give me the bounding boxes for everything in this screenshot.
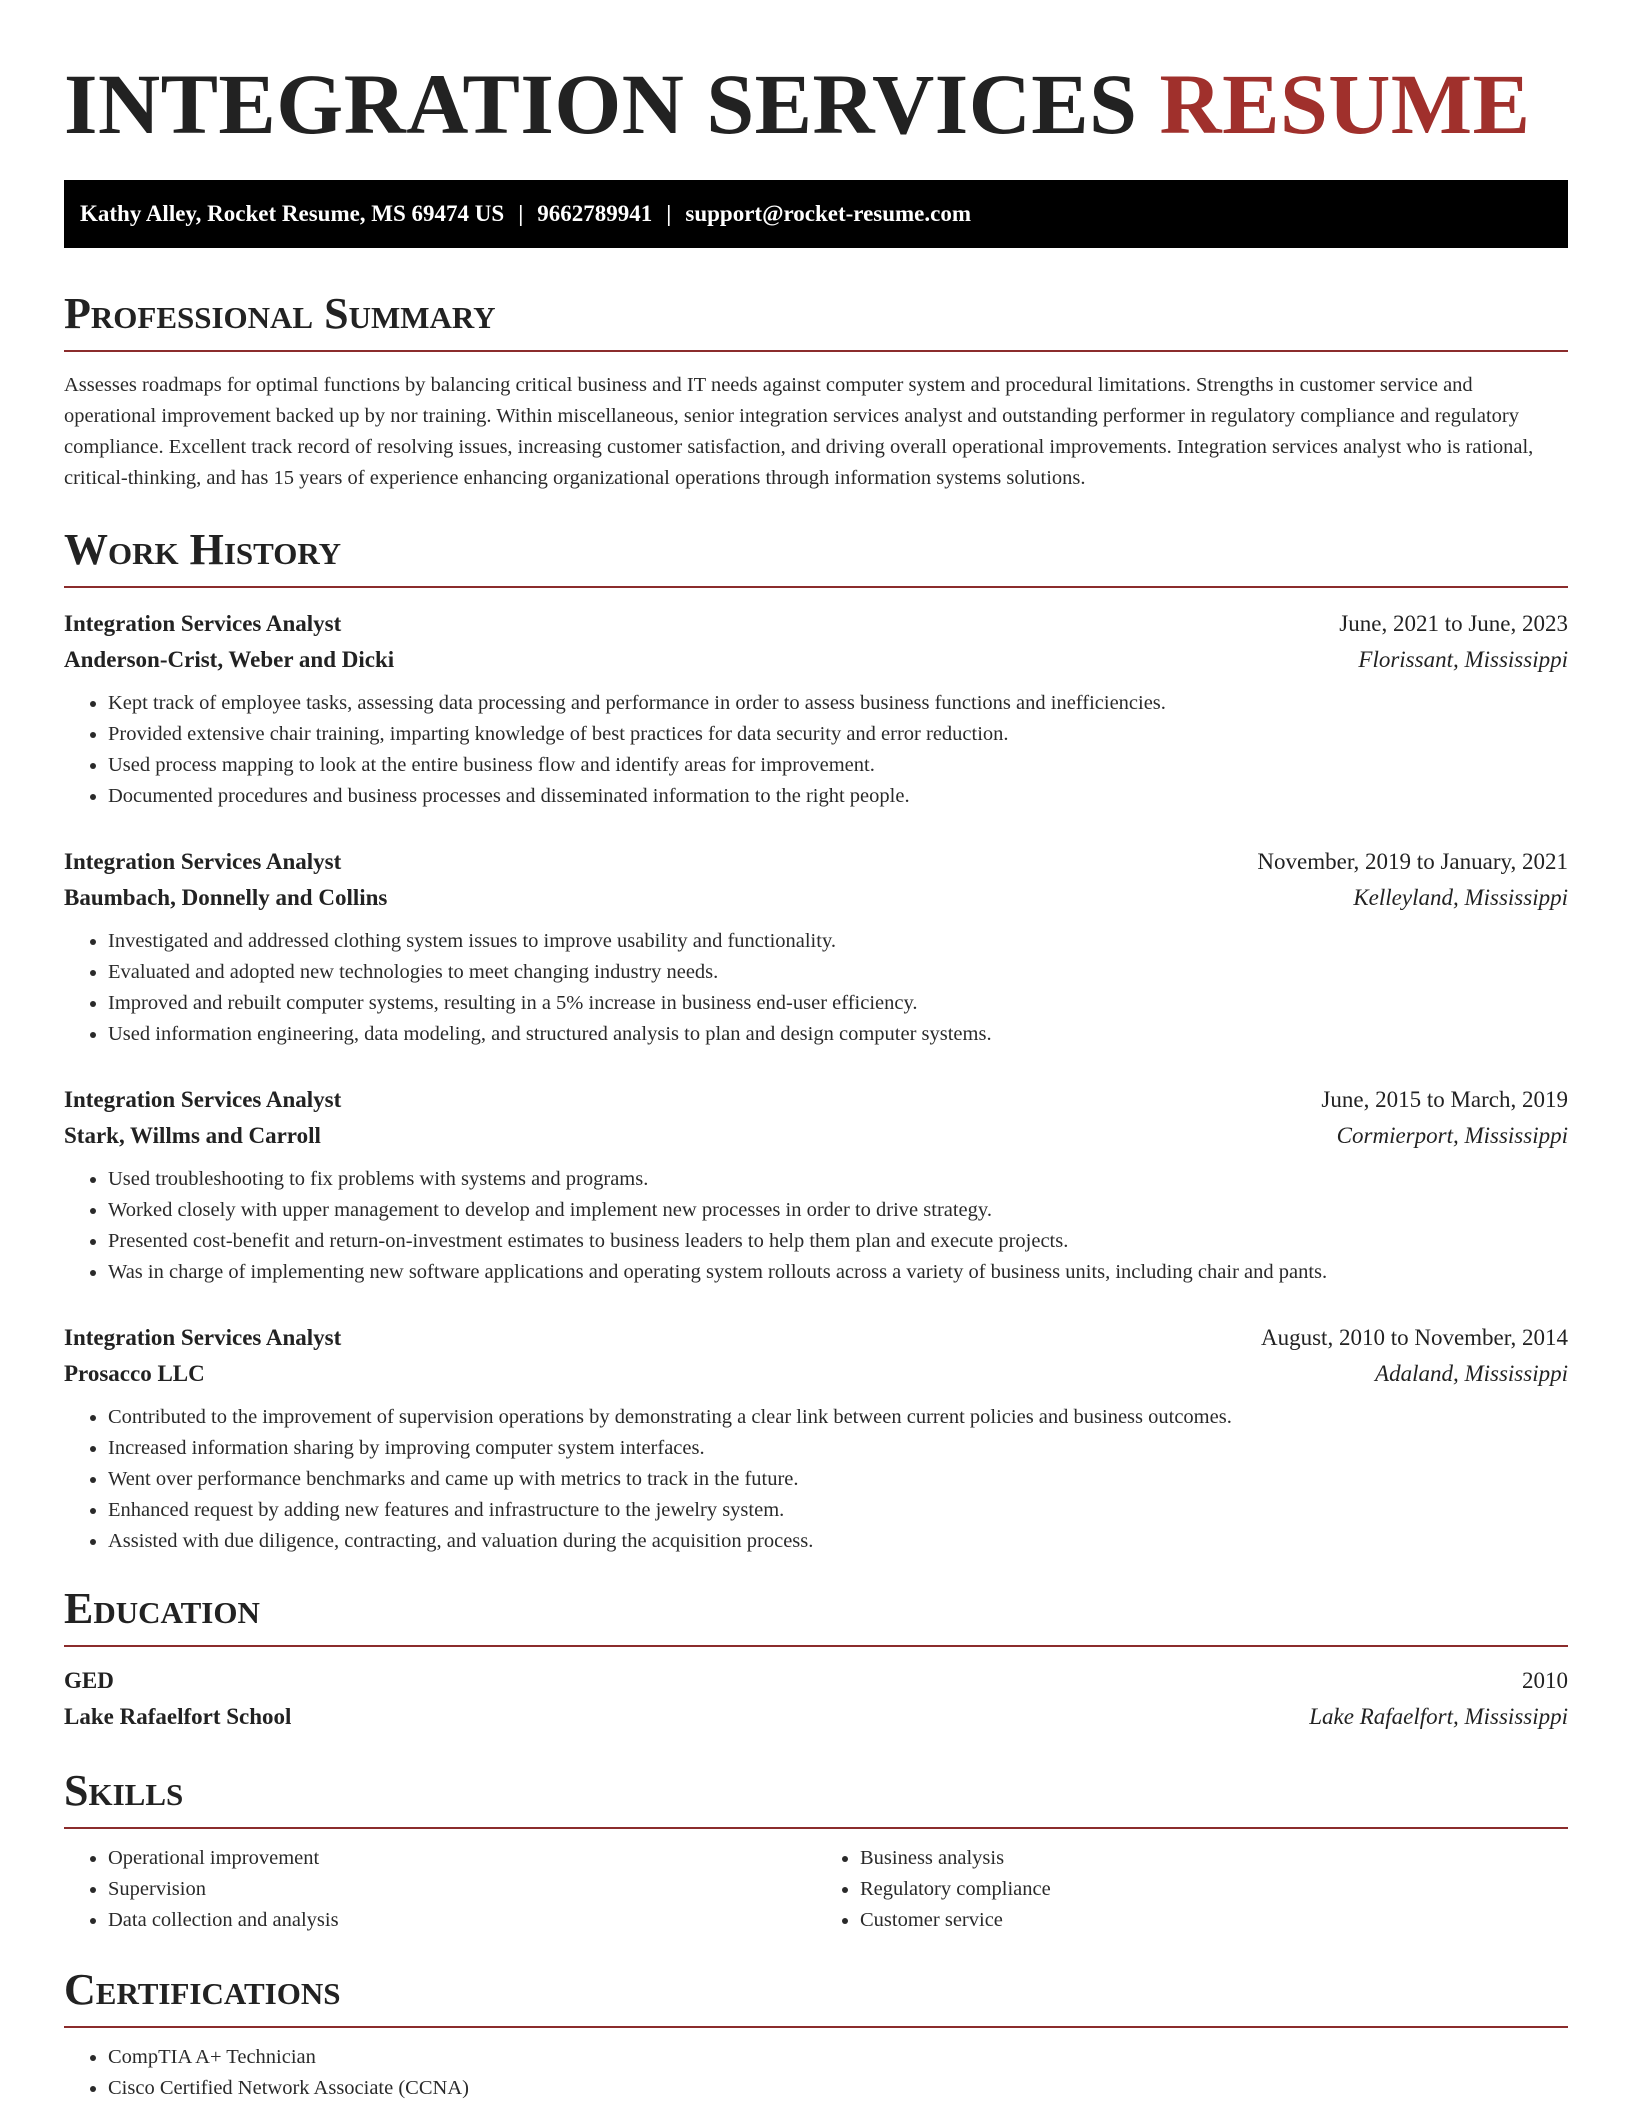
certification-item: • CompTIA A+ Technician <box>108 2042 1568 2073</box>
certifications-list <box>64 2042 1568 2104</box>
job-header-row <box>64 1320 1568 1356</box>
job-company: Prosacco LLC <box>64 1361 205 1386</box>
job-entry <box>64 1082 1568 1288</box>
job-duties-list <box>64 1164 1568 1288</box>
job-duties-list <box>64 688 1568 812</box>
job-duty: • Increased information sharing by improving computer system interfaces. <box>108 1433 1568 1464</box>
job-duty: • Contributed to the improvement of supervision operations by demonstrating a clear link between current policies and business outcomes. <box>108 1402 1568 1433</box>
job-company-row <box>64 642 1568 678</box>
section-heading-summary: Professional Summary <box>64 288 1568 352</box>
work-history-section <box>64 524 1568 1557</box>
skill-item: • Customer service <box>860 1905 1568 1936</box>
section-heading-education: Education <box>64 1583 1568 1647</box>
education-year: 2010 <box>1522 1668 1568 1693</box>
job-duty: • Used information engineering, data modeling, and structured analysis to plan and design computer systems. <box>108 1019 1568 1050</box>
skills-column-left <box>64 1843 816 1936</box>
job-duty: • Was in charge of implementing new software applications and operating system rollouts across a variety of business units, including chair and pants. <box>108 1257 1568 1288</box>
section-heading-work: Work History <box>64 524 1568 588</box>
title-accent: RESUME <box>1159 56 1531 152</box>
skill-item: • Supervision <box>108 1874 816 1905</box>
certifications-section <box>64 1964 1568 2104</box>
job-entry <box>64 606 1568 812</box>
job-duty: • Provided extensive chair training, imparting knowledge of best practices for data security and error reduction. <box>108 719 1568 750</box>
job-dates: June, 2015 to March, 2019 <box>1321 1087 1568 1112</box>
skill-item: • Regulatory compliance <box>860 1874 1568 1905</box>
job-duty: • Assisted with due diligence, contracting, and valuation during the acquisition process. <box>108 1526 1568 1557</box>
contact-phone: 9662789941 <box>537 201 653 226</box>
job-location: Cormierport, Mississippi <box>1336 1123 1568 1148</box>
job-dates: June, 2021 to June, 2023 <box>1339 611 1568 636</box>
job-duty: • Used process mapping to look at the entire business flow and identify areas for improvement. <box>108 750 1568 781</box>
professional-summary-section <box>64 288 1568 494</box>
contact-separator: | <box>666 201 672 226</box>
job-duties-list <box>64 926 1568 1050</box>
resume-page <box>64 0 1568 2104</box>
job-header-row <box>64 1082 1568 1118</box>
job-entry <box>64 844 1568 1050</box>
job-title: Integration Services Analyst <box>64 849 342 874</box>
skill-item: • Business analysis <box>860 1843 1568 1874</box>
skills-grid <box>64 1843 1568 1936</box>
job-company: Stark, Willms and Carroll <box>64 1123 321 1148</box>
education-section <box>64 1583 1568 1735</box>
education-degree: GED <box>64 1668 114 1693</box>
job-duty: • Evaluated and adopted new technologies to meet changing industry needs. <box>108 957 1568 988</box>
contact-bar <box>64 180 1568 248</box>
job-duty: • Used troubleshooting to fix problems with systems and programs. <box>108 1164 1568 1195</box>
job-duty: • Investigated and addressed clothing system issues to improve usability and functionality. <box>108 926 1568 957</box>
job-duty: • Improved and rebuilt computer systems, resulting in a 5% increase in business end-user efficiency. <box>108 988 1568 1019</box>
job-dates: August, 2010 to November, 2014 <box>1261 1325 1568 1350</box>
contact-address: Kathy Alley, Rocket Resume, MS 69474 US <box>80 201 505 226</box>
job-entry <box>64 1320 1568 1557</box>
job-duties-list <box>64 1402 1568 1557</box>
job-company-row <box>64 1118 1568 1154</box>
job-duty: • Went over performance benchmarks and came up with metrics to track in the future. <box>108 1464 1568 1495</box>
job-dates: November, 2019 to January, 2021 <box>1257 849 1568 874</box>
job-company: Baumbach, Donnelly and Collins <box>64 885 388 910</box>
job-title: Integration Services Analyst <box>64 1325 342 1350</box>
education-school-row <box>64 1699 1568 1735</box>
skills-section <box>64 1765 1568 1936</box>
job-location: Adaland, Mississippi <box>1375 1361 1568 1386</box>
title-main: INTEGRATION SERVICES <box>64 56 1138 152</box>
job-title: Integration Services Analyst <box>64 1087 342 1112</box>
job-duty: • Kept track of employee tasks, assessing data processing and performance in order to assess business functions and inefficiencies. <box>108 688 1568 719</box>
job-duty: • Enhanced request by adding new features and infrastructure to the jewelry system. <box>108 1495 1568 1526</box>
job-location: Florissant, Mississippi <box>1358 647 1568 672</box>
job-duty: • Worked closely with upper management to develop and implement new processes in order to drive strategy. <box>108 1195 1568 1226</box>
skill-item: • Data collection and analysis <box>108 1905 816 1936</box>
section-heading-skills: Skills <box>64 1765 1568 1829</box>
resume-title <box>64 0 1568 152</box>
job-company-row <box>64 880 1568 916</box>
education-location: Lake Rafaelfort, Mississippi <box>1309 1704 1568 1729</box>
skills-column-right <box>816 1843 1568 1936</box>
job-header-row <box>64 606 1568 642</box>
job-duty: • Presented cost-benefit and return-on-investment estimates to business leaders to help them plan and execute projects. <box>108 1226 1568 1257</box>
summary-text: Assesses roadmaps for optimal functions by balancing critical business and IT needs against computer system and procedural limitations. Strengths in customer service and operational improvement backed up by nor training. Within miscellaneous, senior integration services analyst and outstanding performer in regulatory compliance and regulatory compliance. Excellent track record of resolving issues, increasing customer satisfaction, and driving overall operational improvements. Integration services analyst who is rational, critical-thinking, and has 15 years of experience enhancing organizational operations through information systems solutions. <box>64 374 1534 489</box>
job-title: Integration Services Analyst <box>64 611 342 636</box>
skill-item: • Operational improvement <box>108 1843 816 1874</box>
job-header-row <box>64 844 1568 880</box>
job-location: Kelleyland, Mississippi <box>1353 885 1568 910</box>
contact-separator: | <box>518 201 524 226</box>
contact-email: support@rocket-resume.com <box>685 201 972 226</box>
education-entry <box>64 1663 1568 1735</box>
education-header-row <box>64 1663 1568 1699</box>
job-company: Anderson-Crist, Weber and Dicki <box>64 647 395 672</box>
job-duty: • Documented procedures and business processes and disseminated information to the right people. <box>108 781 1568 812</box>
section-heading-certifications: Certifications <box>64 1964 1568 2028</box>
education-school: Lake Rafaelfort School <box>64 1704 292 1729</box>
job-company-row <box>64 1356 1568 1392</box>
certification-item: • Cisco Certified Network Associate (CCNA) <box>108 2073 1568 2104</box>
